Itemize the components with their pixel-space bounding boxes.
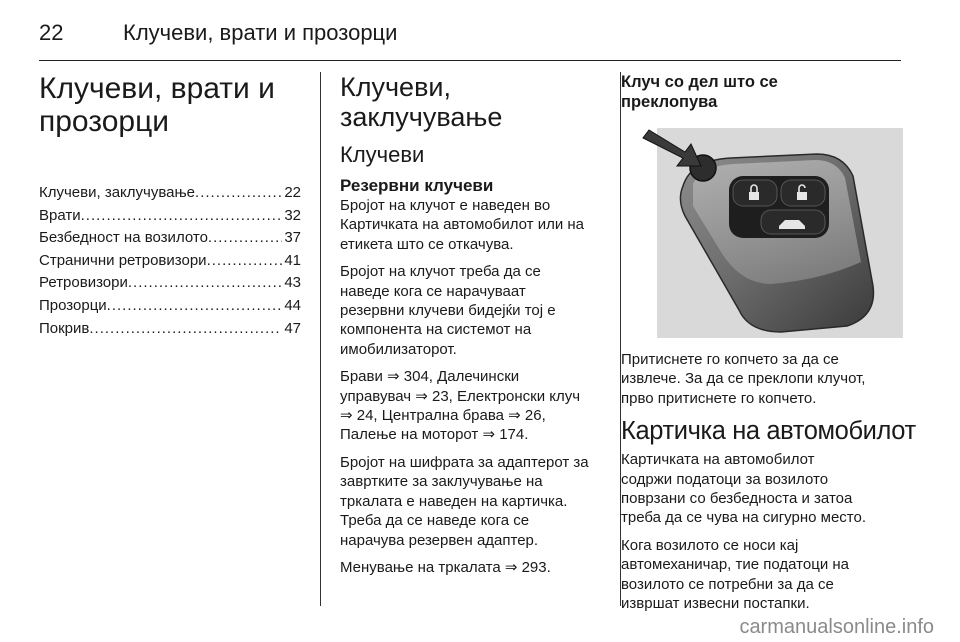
paragraph: [340, 262, 604, 359]
page-number: 22: [39, 20, 64, 45]
cross-reference-paragraph: [340, 367, 604, 445]
text-line: Палење на моторот ⇒ 174.: [340, 426, 529, 444]
text-line: тркалата е наведен на картичка.: [340, 492, 568, 510]
text-line: наведе кога се нарачуваат: [340, 282, 526, 300]
toc-leader-dots: [107, 295, 283, 318]
text-line: содржи податоци за возилото: [621, 470, 829, 488]
figure-caption: [621, 350, 903, 408]
text-line: Картичката на автомобилот: [621, 451, 815, 469]
toc-item-page: 32: [284, 206, 301, 224]
text-line: Треба да се наведе кога се: [340, 512, 530, 530]
keys-section-column: [340, 72, 604, 585]
subsection-title: Клучеви: [340, 142, 425, 167]
toc-leader-dots: [128, 272, 282, 295]
toc-leader-dots: [89, 318, 282, 341]
text-line: ⇒ 24, Централна брава ⇒ 26,: [340, 407, 546, 425]
toc-item-page: 43: [284, 274, 301, 292]
toc-leader-dots: [208, 227, 282, 250]
page-header: [39, 10, 901, 61]
folding-key-figure: [621, 124, 903, 338]
toc-leader-dots: [207, 250, 283, 273]
folding-key-illustration: [621, 124, 903, 338]
section-title: Картичка на автомобилот: [621, 417, 916, 446]
text-line: автомеханичар, тие податоци на: [621, 556, 849, 574]
text-line: поврзани со безбедноста и затоа: [621, 490, 853, 508]
toc-item-page: 41: [284, 251, 301, 269]
toc-item-title: Безбедност на возилото: [39, 229, 208, 247]
paragraph: [621, 536, 903, 614]
column-divider-1: [320, 72, 321, 606]
text-line: Менување на тркалата ⇒ 293.: [340, 558, 551, 576]
text-line: извршат извесни постапки.: [621, 595, 810, 613]
toc-item-title: Ретровизори: [39, 274, 128, 292]
text-line: Бројот на шифрата за адаптерот за: [340, 453, 589, 471]
toc-item[interactable]: [39, 205, 301, 228]
topic-heading: Резервни клучеви: [340, 176, 494, 195]
chapter-contents-column: [39, 72, 301, 340]
toc-item-page: 37: [284, 229, 301, 247]
text-line: нарачува резервен адаптер.: [340, 531, 539, 549]
toc-item-title: Клучеви, заклучување: [39, 184, 196, 201]
folding-key-column: [621, 72, 916, 621]
running-title: Клучеви, врати и прозорци: [123, 20, 398, 45]
paragraph: [340, 196, 604, 254]
toc-item[interactable]: [39, 227, 301, 250]
text-line: завртките за заклучување на: [340, 473, 543, 491]
text-line: Картичката на автомобилот или на: [340, 216, 584, 234]
toc-item-page: 47: [284, 319, 301, 337]
text-line: Притиснете го копчето за да се: [621, 351, 839, 368]
chapter-title: [39, 72, 301, 138]
heading-line: Клуч со дел што се: [621, 73, 778, 91]
table-of-contents: [39, 182, 301, 340]
text-line: Бројот на клучот е наведен во: [340, 197, 551, 214]
paragraph: [340, 453, 604, 550]
toc-item[interactable]: [39, 250, 301, 273]
paragraph: [621, 450, 903, 528]
heading-line: преклопува: [621, 93, 718, 111]
text-line: имобилизаторот.: [340, 340, 457, 358]
cross-reference-paragraph: [340, 558, 604, 577]
text-line: Бројот на клучот треба да се: [340, 263, 541, 281]
toc-item[interactable]: [39, 272, 301, 295]
text-line: компонента на системот на: [340, 321, 532, 339]
chapter-title-line: прозорци: [39, 105, 170, 138]
topic-heading: [621, 72, 903, 112]
toc-item[interactable]: [39, 182, 301, 205]
toc-item-title: Врати: [39, 206, 81, 224]
toc-item-page: 22: [284, 184, 301, 201]
toc-item[interactable]: [39, 295, 301, 318]
chapter-title-line: Клучеви, врати и: [39, 72, 275, 105]
text-line: резервни клучеви бидејќи тој е: [340, 302, 556, 320]
text-line: Кога возилото се носи кај: [621, 536, 799, 554]
text-line: Брави ⇒ 304, Далечински: [340, 368, 520, 386]
watermark: carmanualsonline.info: [739, 616, 934, 638]
toc-item-title: Прозорци: [39, 296, 107, 314]
toc-item-title: Покрив: [39, 319, 90, 337]
toc-leader-dots: [81, 205, 283, 228]
section-title: Клучеви, заклучување: [340, 72, 503, 132]
toc-item-page: 44: [284, 296, 301, 314]
text-line: треба да се чува на сигурно место.: [621, 509, 867, 527]
text-line: прво притиснете го копчето.: [621, 389, 817, 407]
text-line: етикета што се откачува.: [340, 235, 514, 253]
text-line: извлече. За да се преклопи клучот,: [621, 370, 866, 388]
toc-item[interactable]: [39, 318, 301, 341]
toc-item-title: Странични ретровизори: [39, 251, 207, 269]
toc-leader-dots: [195, 182, 282, 205]
text-line: управувач ⇒ 23, Електронски клуч: [340, 387, 581, 405]
text-line: возилото се потребни за да се: [621, 575, 834, 593]
